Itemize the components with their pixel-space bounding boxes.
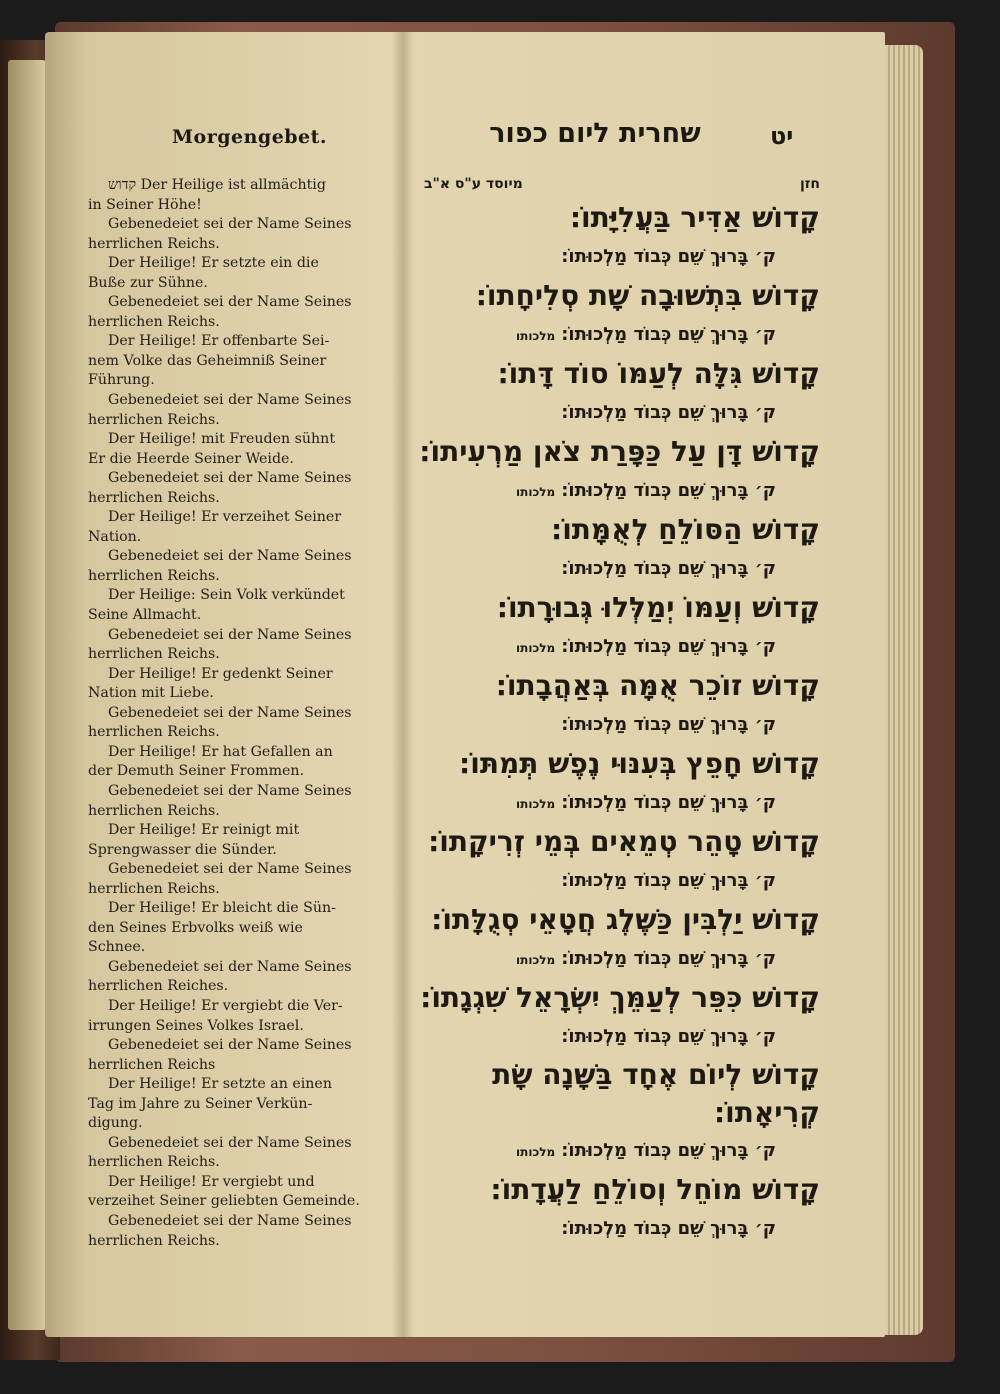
german-line: Führung. <box>88 372 155 389</box>
german-line: in Seiner Höhe! <box>88 196 202 213</box>
german-line: Der Heilige! Er gedenkt Seiner <box>108 665 333 682</box>
german-line: den Seines Erbvolks weiß wie <box>88 919 303 936</box>
german-line: Der Heilige! Er reinigt mit <box>108 822 300 839</box>
response-text: ק׳ בָּרוּךְ שֵׁם כְּבוֹד מַלְכוּתוֹ: <box>561 714 776 735</box>
response-text: ק׳ בָּרוּךְ שֵׁם כְּבוֹד מַלְכוּתוֹ: <box>561 870 776 891</box>
german-line: herrlichen Reichs. <box>88 313 220 330</box>
german-line: Gebenedeiet sei der Name Seines <box>108 216 352 233</box>
response-text: ק׳ בָּרוּךְ שֵׁם כְּבוֹד מַלְכוּתוֹ: <box>561 948 776 969</box>
german-line: Gebenedeiet sei der Name Seines <box>108 548 352 565</box>
response-catchword: מלכותו <box>516 797 556 811</box>
response-text: ק׳ בָּרוּךְ שֵׁם כְּבוֹד מַלְכוּתוֹ: <box>561 246 776 267</box>
hebrew-verse: קָדוֹשׁ הַסּוֹלֵחַ לְאֻמָּתוֹ: <box>551 513 820 546</box>
hebrew-response <box>410 784 820 822</box>
response-text: ק׳ בָּרוּךְ שֵׁם כְּבוֹד מַלְכוּתוֹ: <box>561 480 776 501</box>
german-line: herrlichen Reichs. <box>88 411 220 428</box>
german-line: Gebenedeiet sei der Name Seines <box>108 704 352 721</box>
german-line: קדוש Der Heilige ist allmächtig <box>108 177 326 193</box>
german-line: irrungen Seines Volkes Israel. <box>88 1017 304 1034</box>
response-text: ק׳ בָּרוּךְ שֵׁם כְּבוֹד מַלְכוּתוֹ: <box>561 1026 776 1047</box>
hebrew-verse: קָדוֹשׁ גִּלָּה לְעַמּוֹ סוֹד דָּתוֹ: <box>497 357 820 390</box>
german-line: Nation. <box>88 528 142 545</box>
german-line: herrlichen Reichs. <box>88 235 220 252</box>
response-text: ק׳ בָּרוּךְ שֵׁם כְּבוֹד מַלְכוּתוֹ: <box>561 792 776 813</box>
hebrew-verse: קָדוֹשׁ חָפֵץ בְּעִנּוּי נֶפֶשׁ תְּמִתּוֹ: <box>459 747 820 780</box>
running-head-german: Morgengebet. <box>172 126 328 148</box>
german-line: herrlichen Reichs. <box>88 646 220 663</box>
hebrew-response <box>410 628 820 666</box>
german-line: herrlichen Reichs. <box>88 880 220 897</box>
german-line: herrlichen Reichs. <box>88 489 220 506</box>
hebrew-subheading-row <box>410 170 820 198</box>
hebrew-text-column <box>410 170 820 1248</box>
german-line: Der Heilige! Er offenbarte Sei- <box>108 333 330 350</box>
response-text: ק׳ בָּרוּךְ שֵׁם כְּבוֹד מַלְכוּתוֹ: <box>561 636 776 657</box>
german-line: digung. <box>88 1115 143 1132</box>
hebrew-verse: קָדוֹשׁ בִּתְשׁוּבָה שָׁת סְלִיחָתוֹ: <box>475 279 820 312</box>
hebrew-response <box>410 316 820 354</box>
german-line: Gebenedeiet sei der Name Seines <box>108 470 352 487</box>
hebrew-verse: קָדוֹשׁ דָּן עַל כַּפָּרַת צֹאן מַרְעִיתוֹ: <box>419 435 820 468</box>
german-line: herrlichen Reichs <box>88 1056 216 1073</box>
hebrew-response <box>410 706 820 744</box>
leader-mark: חזן <box>799 176 820 192</box>
german-line: Gebenedeiet sei der Name Seines <box>108 1134 352 1151</box>
german-line: Gebenedeiet sei der Name Seines <box>108 294 352 311</box>
hebrew-response <box>410 1018 820 1056</box>
german-line: Seine Allmacht. <box>88 607 202 624</box>
hebrew-response <box>410 394 820 432</box>
german-line: herrlichen Reiches. <box>88 978 229 995</box>
german-line: Buße zur Sühne. <box>88 274 208 291</box>
german-line: Der Heilige! mit Freuden sühnt <box>108 431 336 448</box>
response-text: ק׳ בָּרוּךְ שֵׁם כְּבוֹד מַלְכוּתוֹ: <box>561 558 776 579</box>
german-line: Gebenedeiet sei der Name Seines <box>108 1212 352 1229</box>
hebrew-response <box>410 550 820 588</box>
german-line: Der Heilige: Sein Volk verkündet <box>108 587 345 604</box>
hebrew-verse: קָדוֹשׁ אַדִּיר בַּעֲלִיָּתוֹ: <box>569 201 820 234</box>
german-line: Der Heilige! Er hat Gefallen an <box>108 743 333 760</box>
german-line: Der Heilige! Er setzte an einen <box>108 1076 332 1093</box>
german-line: herrlichen Reichs. <box>88 567 220 584</box>
german-line: Nation mit Liebe. <box>88 685 214 702</box>
page-number: יט <box>770 122 794 150</box>
hebrew-response <box>410 1210 820 1248</box>
response-text: ק׳ בָּרוּךְ שֵׁם כְּבוֹד מַלְכוּתוֹ: <box>561 1140 776 1161</box>
hebrew-response <box>410 862 820 900</box>
hebrew-response <box>410 1132 820 1170</box>
left-page-edge <box>8 60 46 1330</box>
german-line: Er die Heerde Seiner Weide. <box>88 450 294 467</box>
response-catchword: מלכותו <box>516 1145 556 1159</box>
german-line: Gebenedeiet sei der Name Seines <box>108 626 352 643</box>
german-line: verzeihet Seiner geliebten Gemeinde. <box>88 1193 360 1210</box>
german-line: Gebenedeiet sei der Name Seines <box>108 958 352 975</box>
hebrew-entries <box>410 198 820 1248</box>
hebrew-verse: קָדוֹשׁ טָהֵר טְמֵאִים בְּמֵי זְרִיקָתוֹ: <box>428 825 820 858</box>
hebrew-verse: קָדוֹשׁ לְיוֹם אֶחָד בַּשָּׁנָה שָׂת קְרִיאָתוֹ: <box>492 1058 820 1129</box>
response-text: ק׳ בָּרוּךְ שֵׁם כְּבוֹד מַלְכוּתוֹ: <box>561 402 776 423</box>
german-line: Sprengwasser die Sünder. <box>88 841 277 858</box>
german-line: nem Volke das Geheimniß Seiner <box>88 352 327 369</box>
hebrew-verse: קָדוֹשׁ כִּפֵּר לְעַמֵּךְ יִשְׂרָאֵל שִׁגְגָתוֹ: <box>420 981 820 1014</box>
german-translation-column <box>88 176 388 1251</box>
german-line: Der Heilige! Er verzeihet Seiner <box>108 509 342 526</box>
german-line: herrlichen Reichs. <box>88 802 220 819</box>
hebrew-response <box>410 238 820 276</box>
hebrew-response <box>410 940 820 978</box>
german-line: Der Heilige! Er setzte ein die <box>108 255 319 272</box>
subheading: מיוסד ע"ס א"ב <box>424 176 523 192</box>
german-line: der Demuth Seiner Frommen. <box>88 763 305 780</box>
german-line: Gebenedeiet sei der Name Seines <box>108 861 352 878</box>
german-line: Tag im Jahre zu Seiner Verkün- <box>88 1095 313 1112</box>
response-catchword: מלכותו <box>516 485 556 499</box>
response-catchword: מלכותו <box>516 329 556 343</box>
hebrew-verse: קָדוֹשׁ זוֹכֵר אֻמָּה בְּאַהֲבָתוֹ: <box>495 669 820 702</box>
running-head-hebrew: שחרית ליום כפור <box>489 118 701 149</box>
response-catchword: מלכותו <box>516 953 556 967</box>
german-line: Der Heilige! Er vergiebt und <box>108 1173 315 1190</box>
german-line: Schnee. <box>88 939 146 956</box>
german-line: Gebenedeiet sei der Name Seines <box>108 392 352 409</box>
german-line: herrlichen Reichs. <box>88 1154 220 1171</box>
hebrew-verse: קָדוֹשׁ וְעַמּוֹ יְמַלְּלוּ גְּבוּרָתוֹ: <box>496 591 820 624</box>
hebrew-verse: קָדוֹשׁ יַלְבִּין כַּשֶּׁלֶג חֲטָאֵי סְגֻלָּתוֹ: <box>431 903 820 936</box>
german-line: herrlichen Reichs. <box>88 724 220 741</box>
hebrew-response <box>410 472 820 510</box>
german-line: Gebenedeiet sei der Name Seines <box>108 782 352 799</box>
hebrew-verse: קָדוֹשׁ מוֹחֵל וְסוֹלֵחַ לַעֲדָתוֹ: <box>490 1173 820 1206</box>
german-line: Der Heilige! Er vergiebt die Ver- <box>108 997 343 1014</box>
response-catchword: מלכותו <box>516 641 556 655</box>
german-line: Der Heilige! Er bleicht die Sün- <box>108 900 336 917</box>
response-text: ק׳ בָּרוּךְ שֵׁם כְּבוֹד מַלְכוּתוֹ: <box>561 324 776 345</box>
response-text: ק׳ בָּרוּךְ שֵׁם כְּבוֹד מַלְכוּתוֹ: <box>561 1218 776 1239</box>
german-line: Gebenedeiet sei der Name Seines <box>108 1037 352 1054</box>
german-line: herrlichen Reichs. <box>88 1232 220 1249</box>
